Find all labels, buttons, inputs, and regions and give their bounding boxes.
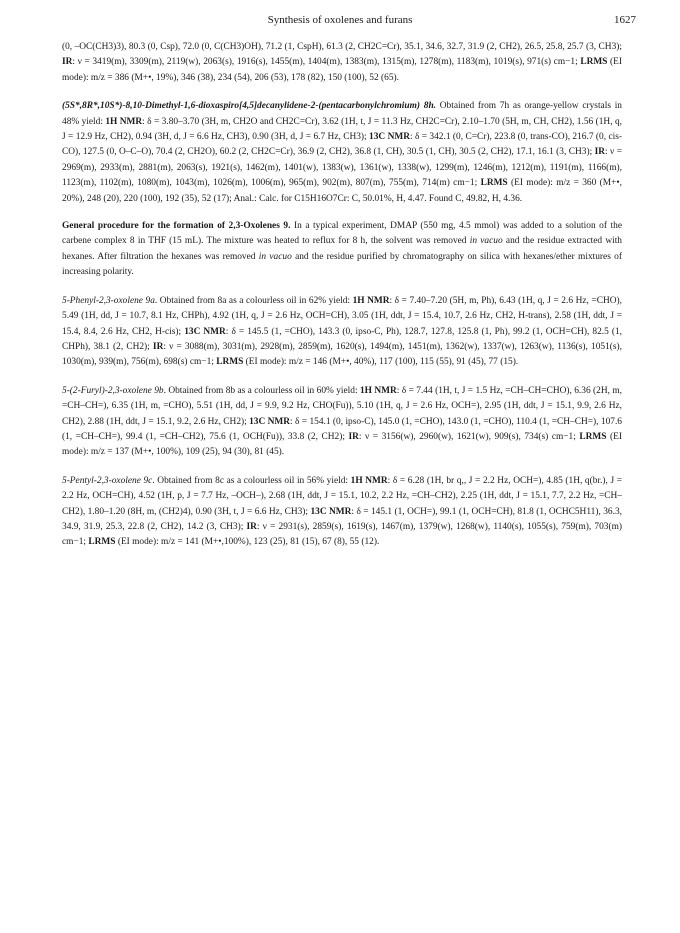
text-run: (EI mode): m/z = 146 (M+•, 40%), 117 (100), 115 (55), 91 (45), 77 (15). (243, 357, 519, 368)
text-run: IR (246, 521, 257, 532)
text-run: : δ = 145.5 (1, =CHO), 143.3 (0, ipso-C, Ph), 128.7, 127.8, 125.8 (1, Ph), 99.2 (1, OCH=CH), 82.5 (1, CHPh), 38.1 (2, CH2); (62, 326, 622, 352)
text-run: and the residue purified by chromatography on silica with hexanes/ether mixtures of increasing polarity. (62, 251, 622, 278)
text-run: : δ = 7.40–7.20 (5H, m, Ph), 6.43 (1H, q, J = 2.6 Hz, =CHO), 5.49 (1H, dd, J = 10.7, 8.1 Hz, CHPh), 4.92 (1H, q, J = 2.6 Hz, OCH=CH), 3.05 (1H, ddt, J = 15.4, 10.7, 2.6 Hz, CH2, H-trans), 2.58 (1H, ddt, J = 15.4, 8.4, 2.6 Hz, CH2, H-cis); (62, 295, 622, 337)
text-run: 5-Pentyl-2,3-oxolene 9c (62, 475, 153, 486)
text-run: 1H NMR (105, 116, 143, 127)
page-header (0, 14, 680, 30)
text-run: : δ = 342.1 (0, C=Cr), 223.8 (0, trans-CO), 216.7 (0, cis-CO), 127.5 (0, O–C–O), 70.4 (2, CH2O), 60.2 (2, CH2C=Cr), 36.9 (2, CH2), 36.8 (1, CH), 30.5 (1, CH), 30.5 (2, CH2), 17.1, 16.1 (3, CH3); (62, 132, 622, 158)
text-run: LRMS (88, 537, 116, 548)
text-run: (0, –OC(CH3)3), 80.3 (0, Csp), 72.0 (0, C(CH3)OH), 71.2 (1, CspH), 61.3 (2, CH2C=Cr), 35.1, 34.6, 32.7, 31.9 (2, CH2), 26.5, 25.8, 25.7 (3, CH3); (62, 42, 622, 52)
text-run: 1H NMR (350, 475, 388, 486)
text-run: : ν = 2969(m), 2933(m), 2881(m), 2063(s), 1921(s), 1462(m), 1401(w), 1383(w), 1361(w), 1338(w), 1299(m), 1246(m), 1212(m), 1191(m), 1166(m), 1123(m), 1102(m), 1080(m), 1043(m), 1026(m), 1006(m), 965(m), 902(m), 807(m), 755(m), 714(m) cm−1; (62, 147, 622, 189)
text-run: IR (152, 341, 164, 352)
text-run: 5-(2-Furyl)-2,3-oxolene 9b (62, 385, 164, 396)
text-run: : ν = 3088(m), 3031(m), 2928(m), 2859(m), 1620(s), 1494(m), 1451(m), 1362(w), 1337(w), 1263(w), 1136(s), 1051(s), 1030(m), 939(m), 756(m), 698(s) cm−1; (62, 341, 623, 368)
text-run: . Obtained from 8b as a colourless oil in 60% yield: (163, 385, 360, 396)
paragraph-8h (62, 99, 622, 207)
text-run: LRMS (579, 431, 607, 442)
text-run: (EI mode): m/z = 360 (M+•, 20%), 248 (20), 220 (100), 192 (35), 52 (17); Anal.: Calc. for C15H16O7Cr: C, 50.01%, H, 4.47. Found C, 49.82, H, 4.36. (62, 178, 622, 204)
text-run: (EI mode): m/z = 137 (M+•, 100%), 109 (25), 94 (30), 81 (45). (62, 431, 622, 458)
text-run: : δ = 3.80–3.70 (3H, m, CH2O and CH2C=Cr), 3.62 (1H, t, J = 11.3 Hz, CH2C=Cr), 2.10–1.70 (5H, m, CH, CH2), 1.56 (1H, q, J = 12.9 Hz, CH2), 0.94 (3H, d, J = 6.6 Hz, CH3), 0.90 (3H, d, J = 6.7 Hz, CH3); (62, 116, 622, 143)
paragraph-9b (62, 384, 622, 461)
text-run: . Obtained from 8c as a colourless oil in 56% yield: (152, 475, 351, 486)
text-run: IR (62, 57, 73, 68)
text-run: : ν = 3156(w), 2960(w), 1621(w), 909(s), 734(s) cm−1; (358, 431, 580, 442)
paragraph-general-procedure (62, 219, 622, 281)
text-run: : ν = 3419(m), 3309(m), 2119(w), 2063(s), 1916(s), 1455(m), 1404(m), 1383(m), 1315(m), 1278(m), 1183(m), 1019(s), 971(s) cm−1; (72, 57, 581, 68)
text-run: 13C NMR (369, 132, 410, 143)
paragraph-9a (62, 294, 622, 371)
running-title: Synthesis of oxolenes and furans (267, 14, 413, 26)
text-run: in vacuo (469, 236, 503, 247)
text-run: and the residue extracted with hexanes. After filtration the hexanes was removed (62, 236, 622, 262)
text-run: (EI mode): m/z = 386 (M+•, 19%), 346 (38), 234 (54), 206 (53), 178 (82), 150 (100), 52 (65). (62, 57, 622, 83)
article-body (62, 40, 622, 564)
page-number: 1627 (614, 14, 636, 26)
text-run: : δ = 7.44 (1H, t, J = 1.5 Hz, =CH–CH=CHO), 6.36 (2H, m, =CH–CH=), 6.35 (1H, m, =CHO), 5.51 (1H, dd, J = 9.9, 9.2 Hz, CHO(Fu)), 5.10 (1H, q, J = 2.6 Hz, OCH=), 2.95 (1H, ddt, J = 15.1, 9.9, 2.6 Hz, CH2), 2.88 (1H, ddt, J = 15.1, 9.2, 2.6 Hz, CH2); (62, 385, 622, 427)
text-run: LRMS (580, 57, 608, 68)
text-run: 13C NMR (184, 326, 226, 337)
text-run: IR (348, 431, 359, 442)
text-run: LRMS (480, 178, 508, 189)
text-run: in vacuo (258, 251, 292, 262)
text-run: (EI mode): m/z = 141 (M+•,100%), 123 (25), 81 (15), 67 (8), 55 (12). (115, 537, 380, 548)
text-run: 1H NMR (359, 385, 397, 396)
text-run: Obtained from 7h as orange-yellow crystals in 48% yield: (62, 101, 622, 127)
text-run: General procedure for the formation of 2,3-Oxolenes 9. (62, 221, 291, 232)
text-run: In a typical experiment, DMAP (550 mg, 4.5 mmol) was added to a solution of the carbene complex 8 in THF (15 mL). The mixture was heated to reflux for 8 h, the solvent was removed (62, 221, 622, 247)
text-run: : δ = 145.1 (1, OCH=), 99.1 (1, OCH=CH), 81.8 (1, OCHC5H11), 36.3, 34.9, 31.9, 25.3, 22.8 (2, CH2), 14.2 (3, CH3); (62, 506, 622, 532)
text-run: 13C NMR (249, 416, 291, 427)
text-run: 13C NMR (310, 506, 352, 517)
paragraph-8g-data (62, 40, 622, 86)
paragraph-9c (62, 474, 622, 551)
text-run: : δ = 6.28 (1H, br q,, J = 2.2 Hz, OCH=), 4.85 (1H, q(br.), J = 2.2 Hz, OCH=CH), 4.52 (1H, p, J = 7.7 Hz, –OCH–), 2.68 (1H, ddt, J = 15.1, 10.2, 2.2 Hz, =CH–CH2), 2.25 (1H, ddt, J = 15.1, 7.7, 2.2 Hz, =CH–CH2), 1.80–1.20 (8H, m, (CH2)4), 0.90 (3H, t, J = 6.6 Hz, CH3); (62, 475, 623, 517)
text-run: : ν = 2931(s), 2859(s), 1619(s), 1467(m), 1379(w), 1268(w), 1140(s), 1055(s), 759(m), 703(m) cm−1; (62, 521, 622, 548)
text-run: (5S*,8R*,10S*)-8,10-Dimethyl-1,6-dioxaspiro[4,5]decanylidene-2-(pentacarbonylchromium) 8h. (62, 101, 437, 112)
text-run: 1H NMR (352, 295, 390, 306)
text-run: IR (594, 147, 606, 158)
text-run: LRMS (216, 357, 244, 368)
text-run: : δ = 154.1 (0, ipso-C), 145.0 (1, =CHO), 143.0 (1, =CHO), 110.4 (1, =CH–CH=), 107.6 (1, =CH–CH=), 99.4 (1, =CH–CH2), 75.6 (1, OCH(Fu)), 33.8 (2, CH2); (62, 416, 622, 442)
text-run: . Obtained from 8a as a colourless oil in 62% yield: (154, 295, 353, 306)
text-run: 5-Phenyl-2,3-oxolene 9a (62, 295, 155, 306)
